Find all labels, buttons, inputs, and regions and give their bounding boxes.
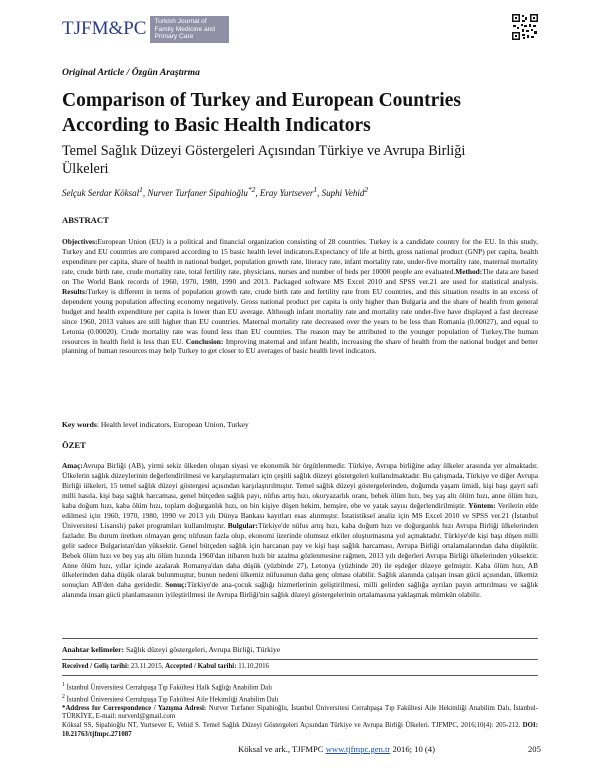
bulgular-text: Türkiye'de nüfus artış hızı, kaba doğum hızı ve doğurganlık hızı Avrupa Birliği ülkelerinden fazladır. Bu durum üretken olmayan genç nüfusun fazla olup, ekonomi üzerinde olumsuz etkiler oluşturmasına yol açmaktadır. Türkiye'de kişi başı düşen milli gelir sadece Bulgaristan'dan yüksektir. Genel bütçeden sağlık için harcanan pay ve kişi başı sağlık harcaması, Avrupa Birliği ortalamalarından daha düşüktür. Bebek ölüm hızı ve beş yaş altı ölüm hızında 1960'dan itibaren hızlı bir azalma gözlenmesine rağmen, 2013 yılı değerleri Avrupa Birliği ülkelerinden yüksektir. Anne ölüm hızı, yıllar içinde azalarak Romanya'dan daha düşük (yüzbinde 27), Letonya (yüzbinde 20) ile eşdeğer düzeye gelmiştir. Kaba ölüm hızı, AB ülkelerinden daha düşük olarak bulunmuştur, bunun nedeni ülkemiz nüfusunun daha genç olması olabilir. Sağlık alanında çalışan insan gücü açısından, ülkemiz sonuçları AB'den daha geridedir. (62, 520, 538, 590)
article-type: Original Article / Özgün Araştırma (62, 67, 200, 78)
journal-logo (62, 16, 229, 43)
author-name: Eray Yurtsever (259, 188, 314, 198)
conclusion-text: Improving maternal and infant health, increasing the share of health from the national budget and better planning of human resources may help Turkey to get closer to EU averages of basic health level indicators. (62, 336, 538, 356)
affiliation-1: $^1$ İstanbul Üniversitesi Cerrahpaşa Tıp Fakültesi Halk Sağlığı Anabilim Dalı (62, 682, 273, 692)
author-list (62, 185, 368, 198)
objectives-label: Objectives: (62, 237, 98, 246)
journal-logo-text: TJFM&PC (62, 18, 147, 40)
author-affiliation: *2 (247, 185, 256, 194)
accepted-date: 11.10.2016 (236, 663, 269, 670)
paper-subtitle (62, 142, 542, 178)
qr-code-icon (512, 14, 538, 40)
affiliations (62, 681, 538, 739)
anahtar-kelimeler-text: Sağlık düzeyi göstergeleri, Avrupa Birliği, Türkiye (124, 645, 281, 654)
objectives-text: European Union (EU) is a political and financial organization consisting of 28 countries. Turkey is a candidate country for the EU. In this study, Turkey and EU countries are compared according to 15 basic health level indicators.Expectancy of life at birth, gross national product (GNP) per capita, health expenditure per capita, share of health in national budget, population growth rate, literacy rate, infant mortality rate, under-five mortality rate, maternal mortality rate, crude birth rate, crude mortality rate, total fertility rate, physicians, nurses and number of beds per 10000 people are evaluated. (62, 237, 538, 276)
doi-label: DOI: (522, 721, 538, 729)
yontem-text: Verilerin elde edilmesi için 1960, 1970, 1980, 1990 ve 2013 yılı Dünya Bankası kayıtları esas alınmıştır. İstatistiksel analiz için MS Excel 2010 ve SPSS ver.21 (İstanbul Üniversitesi Lisanslı) paket programları kullanılmıştır. (62, 500, 538, 530)
abstract-keywords (62, 420, 249, 429)
divider (62, 659, 538, 660)
author-separator: , (255, 188, 260, 198)
sonuc-text: Türkiye'de ana-çocuk sağlığı hizmetlerinin geliştirilmesi, milli gelirden sağlığa ayrılan payın arttırılması ve sağlık alanında insan gücü planlamasının iyileştirilmesi ile Avrupa Birliği'nin sağlık düzeyi göstergelerinin ortalamasına yaklaşmak mümkün olabilir. (62, 580, 538, 600)
footer-issue: 2016; 10 (4) (390, 744, 435, 754)
anahtar-kelimeler-label: Anahtar kelimeler: (62, 645, 125, 654)
ozet-body (62, 461, 538, 600)
doi-value: 10.21763/tjfmpc.271087 (62, 730, 132, 738)
subtitle-line: Ülkeleri (62, 161, 109, 177)
abstract-heading: ABSTRACT (62, 215, 109, 225)
keywords-text: : Health level indicators, European Union, Turkey (96, 420, 249, 429)
correspondence-label: *Address for Correspondence / Yazışma Adresi: (62, 704, 207, 712)
affiliation-text: İstanbul Üniversitesi Cerrahpaşa Tıp Fakültesi Aile Hekimliği Anabilim Dalı (66, 696, 279, 704)
article-dates (62, 663, 269, 670)
method-text: The data are based on The World Bank records of 1960, 1970, 1980, 1990 and 2013. Packaged software MS Excel 2010 and SPSS ver.21 are used for statistical analysis. (62, 266, 538, 286)
correspondence (62, 705, 538, 722)
author-affiliation: 1 (139, 185, 143, 194)
author-name: Nurver Turfaner Sipahioğlu (147, 188, 248, 198)
ozet-heading: ÖZET (62, 440, 86, 450)
results-label: Results: (62, 286, 88, 296)
author-name: Suphi Vehid (321, 188, 365, 198)
subtitle-line: Temel Sağlık Düzeyi Göstergeleri Açısından Türkiye ve Avrupa Birliği (62, 143, 466, 159)
ozet-keywords (62, 645, 280, 654)
paper-title (62, 88, 542, 138)
affiliation-text: İstanbul Üniversitesi Cerrahpaşa Tıp Fakültesi Halk Sağlığı Anabilim Dalı (66, 684, 273, 692)
amac-text: Avrupa Birliği (AB), yirmi sekiz ülkeden oluşan siyasi ve ekonomik bir örgütlenmedir. Türkiye, Avrupa birliğine aday ülkeler arasında yer almaktadır. Ülkelerin sağlık düzeylerinin değerlendirilmesi ve karşılaştırmaları için çeşitli sağlık düzeyi göstergeleri kullanılmaktadır. Bu çalışmada, Türkiye ve diğer Avrupa Birliği ülkeleri, 15 temel sağlık düzeyi göstergesi açısından karşılaştırılmıştır. Temel sağlık düzeyi göstergelerinden, doğumda yaşam ümidi, kişi başı gayri safi milli hasıla, kişi başı sağlık harcaması, genel bütçeden sağlık payı, nüfus artış hızı, okuryazarlık oranı, bebek ölüm hızı, beş yaş altı ölüm hızı, anne ölüm hızı, kaba doğum hızı, kaba ölüm hızı, toplam doğurganlık hızı, on bin kişiye düşen hekim, hemşire, ebe ve yatak sayısı değerlendirilmiştir. (62, 461, 538, 510)
divider (62, 638, 538, 639)
keywords-label: Key words (62, 420, 97, 429)
received-label: Received / Geliş tarihi: (62, 663, 130, 670)
affiliation-2: $^2$ İstanbul Üniversitesi Cerrahpaşa Tıp Fakültesi Aile Hekimliği Anabilim Dalı (62, 693, 279, 704)
yontem-label: Yöntem: (468, 500, 496, 510)
amac-label: Amaç: (62, 461, 83, 470)
author-separator: , (317, 188, 322, 198)
journal-name-line: Family Medicine and (154, 25, 215, 33)
author-affiliation: 1 (313, 185, 318, 194)
correspondence-text: Nurver Turfaner Sipahioğlu, İstanbul Üniversitesi Cerrahpaşa Tıp Fakültesi Aile Hekimliği Anabilim Dalı, İstanbul-TÜRKİYE, E-mail: nurverd@gmail.com (62, 704, 539, 721)
journal-name-box (150, 16, 229, 43)
results-text: Turkey is different in terms of population growth rate, crude birth rate and fertility rate from EU countries, and this situation results in an excess of dependent young population affecting economy negatively. Gross national product per capita is only higher than Bulgaria and the share of health from general budget and health expenditure per capita is lower than EU average. Although infant mortality rate and mortality rate under-five have displayed a fast decrease since 1960, 2013 values are still higher than EU countries. Maternal mortality rate decreased over the years to be less than Romania (0.00027), and equal to Letonia (0.00020). Crude mortality rate was found less than EU countries. The reason may be attributed to the younger population of Turkey.The human resources in health field is less than EU. (62, 286, 538, 346)
bulgular-label: Bulgular: (227, 520, 258, 530)
page-number: 205 (528, 744, 541, 754)
divider (62, 675, 538, 676)
received-date: 23.11.2015, (129, 663, 166, 670)
page-footer (238, 744, 435, 754)
title-line: According to Basic Health Indicators (62, 115, 371, 136)
conclusion-label: Conclusion: (185, 336, 224, 346)
citation (62, 722, 538, 739)
accepted-label: Accepted / Kabul tarihi: (165, 663, 237, 670)
method-label: Method: (455, 266, 483, 276)
citation-text: Köksal SS, Sipahioğlu NT, Yurtsever E, Vehid S. Temel Sağlık Düzeyi Göstergeleri Açısından Türkiye ve Avrupa Birliği Ülkeleri. TJFMPC, 2016;10(4): 205-212. (62, 721, 521, 729)
footer-text: Köksal ve ark., TJFMPC (238, 744, 326, 754)
journal-name-line: Primary Care (154, 33, 194, 41)
author-separator: , (142, 188, 148, 198)
author-name: Selçuk Serdar Köksal (62, 188, 140, 198)
title-line: Comparison of Turkey and European Countries (62, 90, 461, 111)
author-affiliation: 2 (364, 185, 369, 194)
sonuc-label: Sonuç: (165, 580, 187, 590)
abstract-body (62, 237, 538, 356)
journal-website-link[interactable]: www.tjfmpc.gen.tr (325, 744, 391, 754)
journal-name-line: Turkish Journal of (154, 18, 207, 25)
